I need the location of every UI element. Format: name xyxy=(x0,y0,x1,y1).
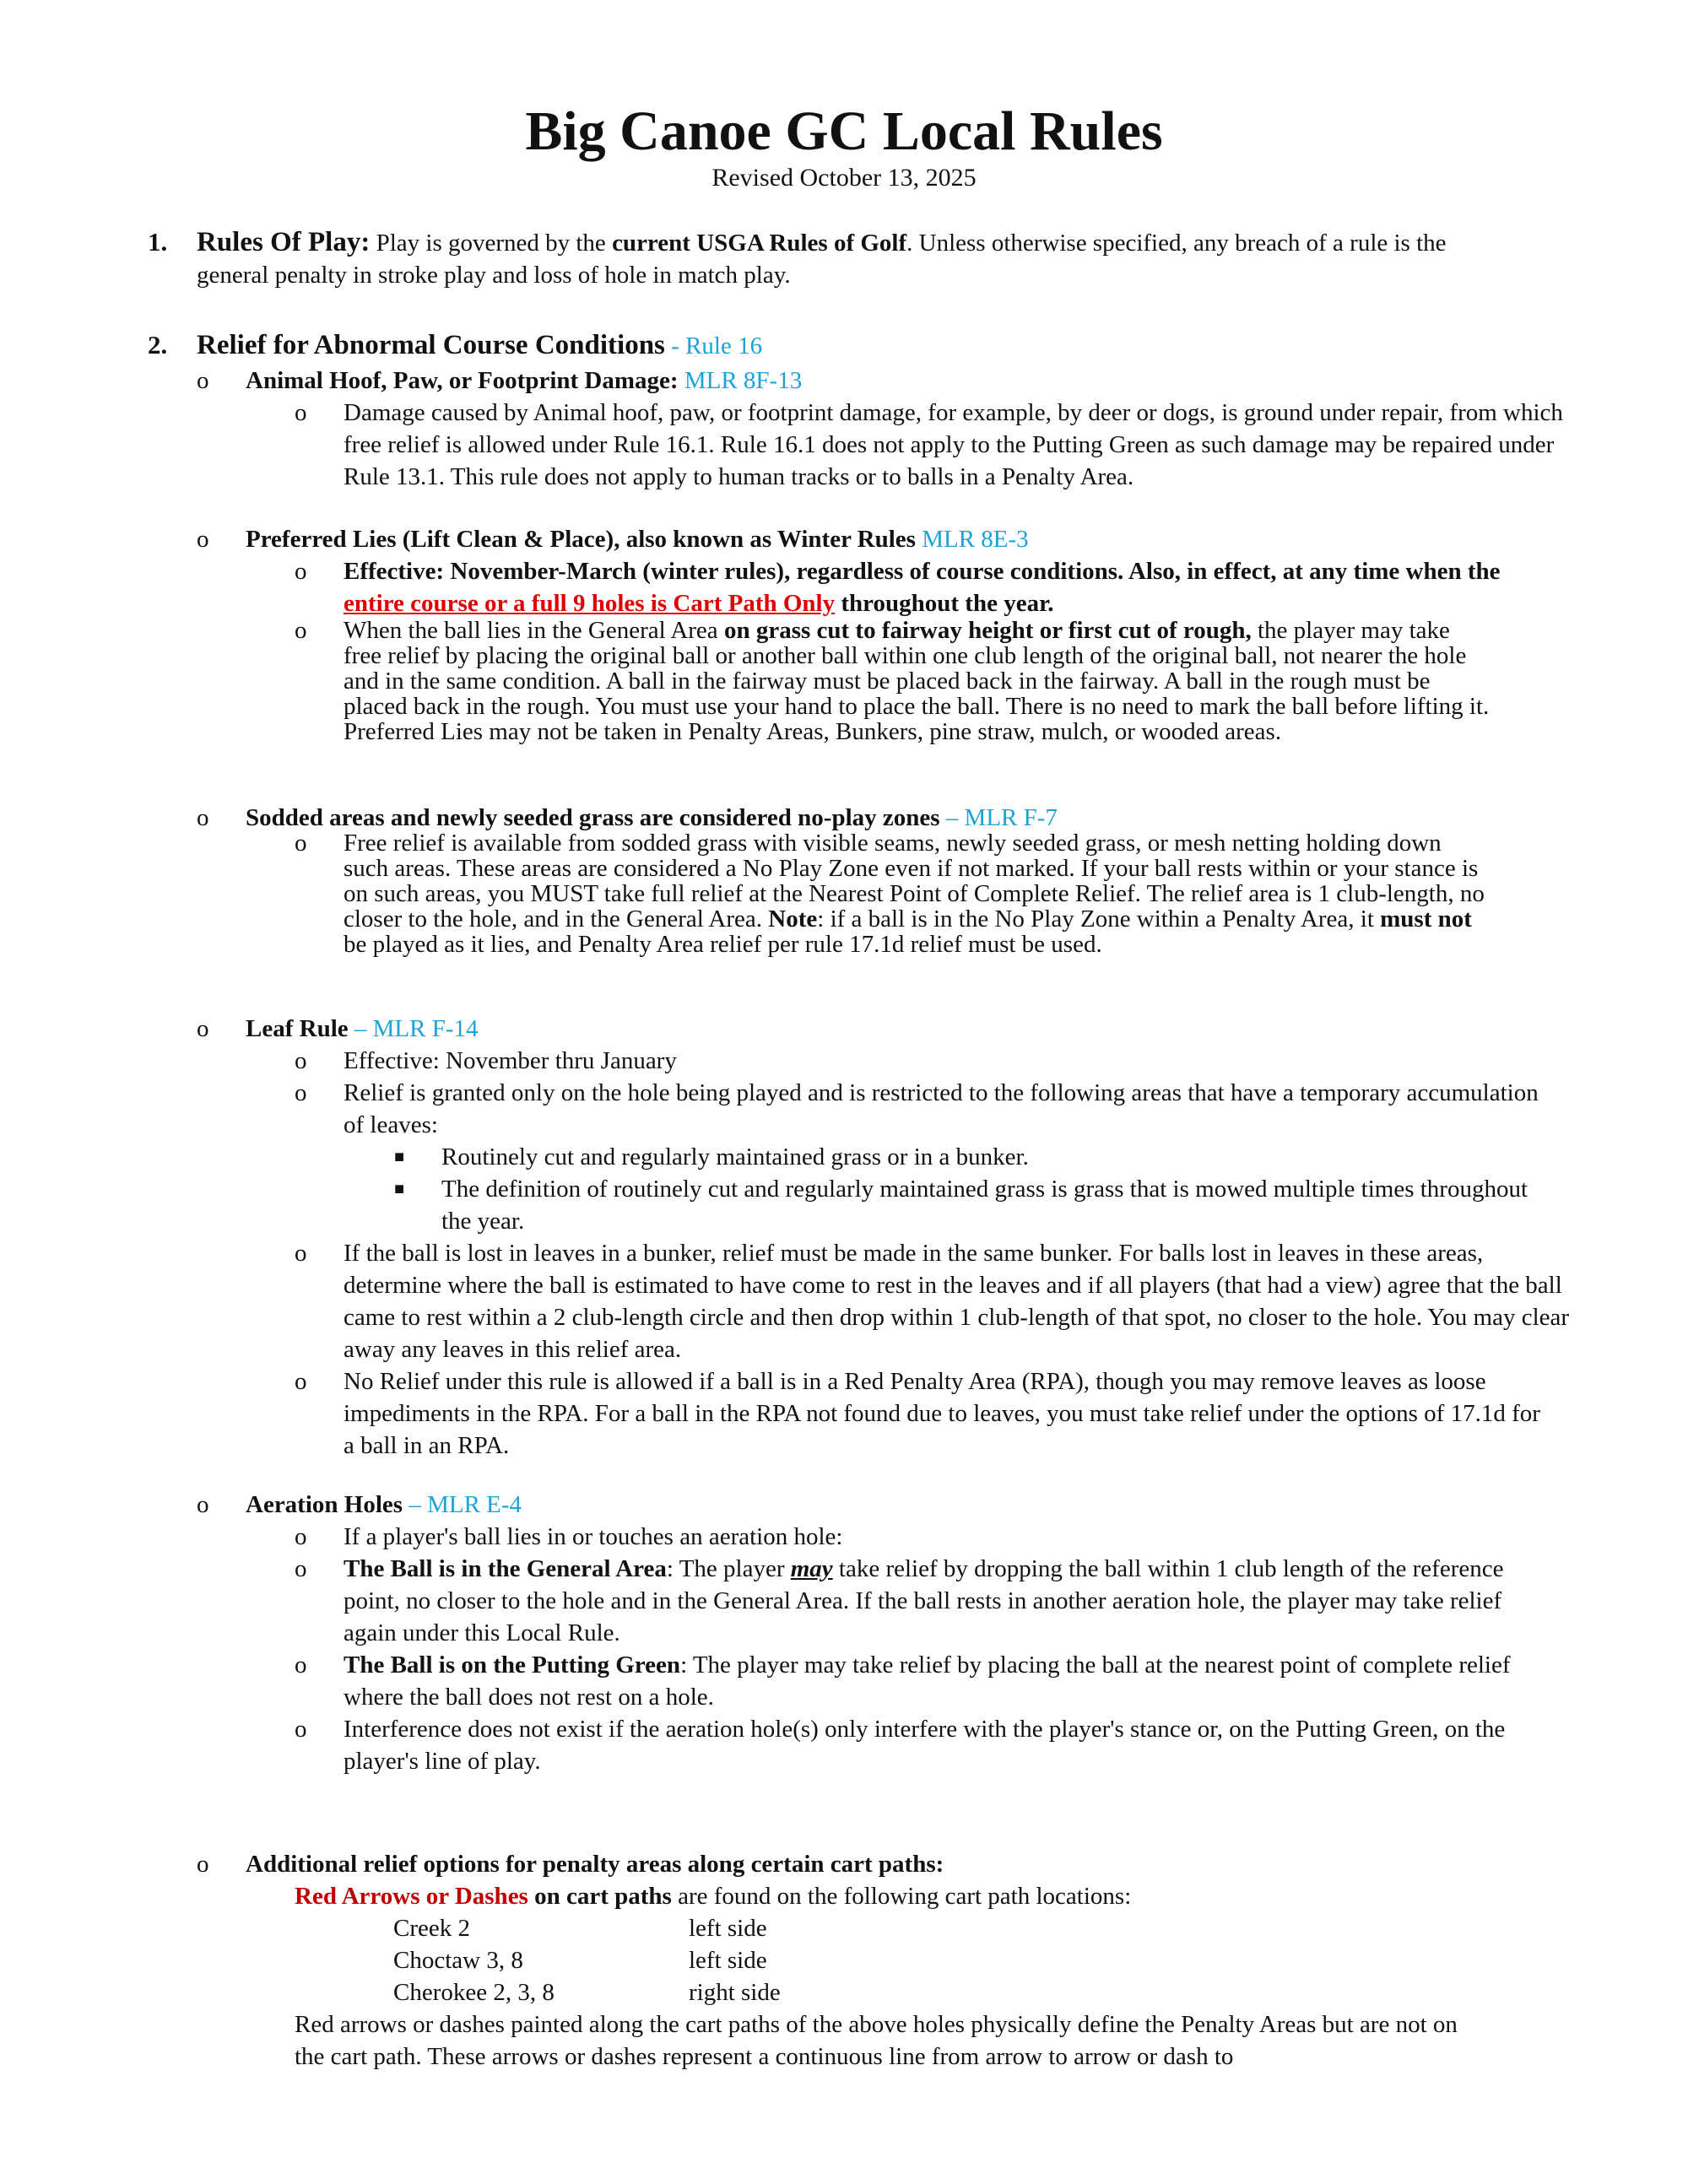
square-bullet-icon: ■ xyxy=(394,1180,405,1198)
bullet-o-icon: o xyxy=(295,1555,307,1582)
rule-citation: – MLR F-7 xyxy=(939,804,1058,831)
revision-date: Revised October 13, 2025 xyxy=(711,164,977,192)
rule-citation: – MLR F-14 xyxy=(348,1015,479,1042)
rule-citation: MLR 8E-3 xyxy=(915,526,1029,553)
preferred-lies-text: When the ball lies in the General Area on grass cut to fairway height or first cut of rough, the player may take free relief by placing the original ball or another ball within one club length of the original ball, not nearer the hole and in the same condition. A ball in the fairway must be placed back in the fairway. A ball in the rough must be placed back in the rough. You must use your hand to place the ball. There is no need to mark the ball before lifting it. Preferred Lies may not be taken in Penalty Areas, Bunkers, pine straw, mulch, or wooded areas. xyxy=(344,617,1490,745)
animal-damage-heading-line xyxy=(246,365,1512,397)
leaf-rule-heading-line xyxy=(246,1013,1512,1045)
red-arrows-line: Red Arrows or Dashes on cart paths are found on the following cart path locations: xyxy=(295,1883,1132,1910)
bullet-o-icon: o xyxy=(295,558,307,585)
section-1-rules-of-play: Rules Of Play: Play is governed by the current USGA Rules of Golf. Unless otherwise specified, any breach of a rule is the general penalty in stroke play and loss of hole in match play. xyxy=(197,227,1447,289)
square-bullet-icon: ■ xyxy=(394,1148,405,1166)
bullet-o-icon: o xyxy=(197,804,209,831)
aeration-intro: If a player's ball lies in or touches an aeration hole: xyxy=(344,1523,843,1550)
bullet-o-icon: o xyxy=(295,1523,307,1550)
leaf-rule-relief: Relief is granted only on the hole being played and is restricted to the following areas that have a temporary accumulation of leaves: xyxy=(344,1079,1539,1138)
preferred-lies-effective: Effective: November-March (winter rules), regardless of course conditions. Also, in effect, at any time when the entire course or a full 9 holes is Cart Path Only throughout the year. xyxy=(344,558,1501,617)
section-1-number: 1. xyxy=(148,227,168,257)
leaf-rule-sub-1: Routinely cut and regularly maintained grass or in a bunker. xyxy=(441,1143,1029,1170)
leaf-rule-rpa: No Relief under this rule is allowed if a ball is in a Red Penalty Area (RPA), though you may remove leaves as loose impediments in the RPA. For a ball in the RPA not found due to leaves, you must take relief under the options of 17.1d for a ball in an RPA. xyxy=(344,1368,1540,1459)
bullet-o-icon: o xyxy=(295,1047,307,1074)
bullet-o-icon: o xyxy=(295,617,307,644)
animal-damage-text: Damage caused by Animal hoof, paw, or footprint damage, for example, by deer or dogs, is ground under repair, from which free relief is allowed under Rule 16.1. Rule 16.1 does not apply to the Putting Green as such damage may be repaired under Rule 13.1. This rule does not apply to human tracks or to balls in a Penalty Area. xyxy=(344,399,1563,490)
cart-path-side: right side xyxy=(689,1979,781,2006)
bullet-o-icon: o xyxy=(295,1079,307,1106)
cart-path-hole: Creek 2 xyxy=(393,1915,470,1942)
bullet-o-icon: o xyxy=(197,1015,209,1042)
additional-relief-heading: Additional relief options for penalty areas along certain cart paths: xyxy=(246,1851,944,1878)
bullet-o-icon: o xyxy=(295,399,307,426)
red-arrows-label: Red Arrows or Dashes xyxy=(295,1883,528,1910)
section-2-heading: Relief for Abnormal Course Conditions xyxy=(197,330,665,360)
cart-path-hole: Cherokee 2, 3, 8 xyxy=(393,1979,555,2006)
bullet-o-icon: o xyxy=(197,1851,209,1878)
rule-citation: - Rule 16 xyxy=(664,332,763,359)
bullet-o-icon: o xyxy=(295,1652,307,1679)
preferred-lies-heading-line xyxy=(246,523,1512,555)
leaf-rule-heading: Leaf Rule xyxy=(246,1015,349,1042)
aeration-general-area: The Ball is in the General Area: The player may take relief by dropping the ball within 1 club length of the reference point, no closer to the hole and in the General Area. If the ball rests in another aeration hole, the player may take relief again under this Local Rule. xyxy=(344,1555,1504,1646)
section-1-heading: Rules Of Play: xyxy=(197,227,371,257)
aeration-heading: Aeration Holes xyxy=(246,1491,403,1518)
bullet-o-icon: o xyxy=(295,1368,307,1395)
cart-path-side: left side xyxy=(689,1947,767,1974)
section-2-heading-line xyxy=(197,329,1496,362)
bullet-o-icon: o xyxy=(197,1491,209,1518)
cart-path-side: left side xyxy=(689,1915,767,1942)
cart-path-only-link[interactable]: entire course or a full 9 holes is Cart Path Only xyxy=(344,590,836,617)
rule-citation: – MLR E-4 xyxy=(403,1491,522,1518)
bullet-o-icon: o xyxy=(197,367,209,394)
sodded-areas-text: Free relief is available from sodded grass with visible seams, newly seeded grass, or mesh netting holding down such areas. These areas are considered a No Play Zone even if not marked. If your ball rests within or your stance is on such areas, you MUST take full relief at the Nearest Point of Complete Relief. The relief area is 1 club-length, no closer to the hole, and in the General Area. Note: if a ball is in the No Play Zone within a Penalty Area, it must not be played as it lies, and Penalty Area relief per rule 17.1d relief must be used. xyxy=(344,830,1485,958)
page-title: Big Canoe GC Local Rules xyxy=(525,100,1163,162)
bullet-o-icon: o xyxy=(197,526,209,553)
aeration-interference: Interference does not exist if the aeration hole(s) only interfere with the player's stance or, on the Putting Green, on the player's line of play. xyxy=(344,1716,1506,1775)
red-arrows-closing-text: Red arrows or dashes painted along the cart paths of the above holes physically define the Penalty Areas but are not on the cart path. These arrows or dashes represent a continuous line from arrow to arrow or dash to xyxy=(295,2011,1458,2070)
sodded-areas-heading: Sodded areas and newly seeded grass are considered no-play zones xyxy=(246,804,940,831)
aeration-heading-line xyxy=(246,1489,1512,1521)
preferred-lies-heading: Preferred Lies (Lift Clean & Place), also known as Winter Rules xyxy=(246,526,916,553)
section-2-number: 2. xyxy=(148,330,168,359)
rule-citation: MLR 8F-13 xyxy=(678,367,803,394)
animal-damage-heading: Animal Hoof, Paw, or Footprint Damage: xyxy=(246,367,679,394)
bullet-o-icon: o xyxy=(295,1716,307,1743)
bullet-o-icon: o xyxy=(295,1240,307,1267)
leaf-rule-effective: Effective: November thru January xyxy=(344,1047,677,1074)
cart-path-hole: Choctaw 3, 8 xyxy=(393,1947,523,1974)
aeration-putting-green: The Ball is on the Putting Green: The player may take relief by placing the ball at the nearest point of complete relief where the ball does not rest on a hole. xyxy=(344,1652,1511,1711)
bullet-o-icon: o xyxy=(295,830,307,857)
leaf-rule-sub-2: The definition of routinely cut and regularly maintained grass is grass that is mowed multiple times throughout the year. xyxy=(441,1176,1528,1235)
leaf-rule-bunker: If the ball is lost in leaves in a bunker, relief must be made in the same bunker. For balls lost in leaves in these areas, determine where the ball is estimated to have come to rest in the leaves and if all players (that had a view) agree that the ball came to rest within a 2 club-length circle and then drop within 1 club-length of that spot, no closer to the hole. You may clear away any leaves in this relief area. xyxy=(344,1240,1570,1363)
